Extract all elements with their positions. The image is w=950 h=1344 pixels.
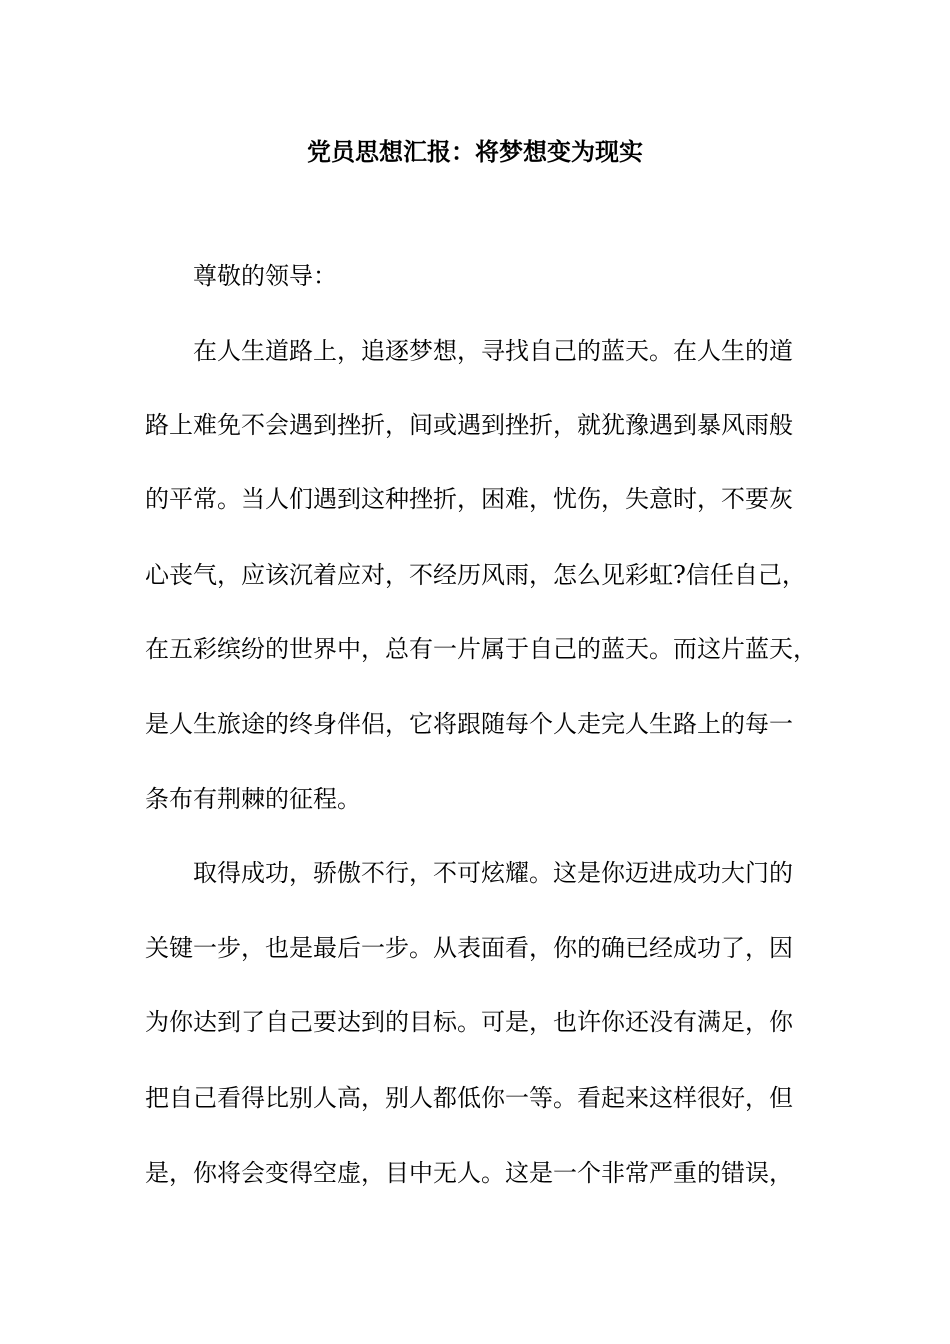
salutation: 尊敬的领导： [193,262,337,290]
paragraph-line: 是人生旅途的终身伴侣，它将跟随每个人走完人生路上的每一 [145,710,793,738]
paragraph-line: 的平常。当人们遇到这种挫折，困难，忧伤，失意时，不要灰 [145,485,793,513]
paragraph-line: 关键一步，也是最后一步。从表面看，你的确已经成功了，因 [145,934,793,962]
paragraph-line: 心丧气，应该沉着应对，不经历风雨，怎么见彩虹?信任自己， [145,561,806,589]
paragraph-line: 路上难免不会遇到挫折，间或遇到挫折，就犹豫遇到暴风雨般 [145,411,793,439]
paragraph-line: 为你达到了自己要达到的目标。可是，也许你还没有满足，你 [145,1008,793,1036]
document-title: 党员思想汇报：将梦想变为现实 [307,137,643,166]
paragraph-line: 条布有荆棘的征程。 [145,785,361,813]
paragraph-line: 在人生道路上，追逐梦想，寻找自己的蓝天。在人生的道 [193,337,793,365]
paragraph-line: 在五彩缤纷的世界中，总有一片属于自己的蓝天。而这片蓝天， [145,635,817,663]
paragraph-line: 是，你将会变得空虚，目中无人。这是一个非常严重的错误， [145,1159,793,1187]
paragraph-line: 把自己看得比别人高，别人都低你一等。看起来这样很好，但 [145,1084,793,1112]
paragraph-line: 取得成功，骄傲不行，不可炫耀。这是你迈进成功大门的 [193,859,793,887]
